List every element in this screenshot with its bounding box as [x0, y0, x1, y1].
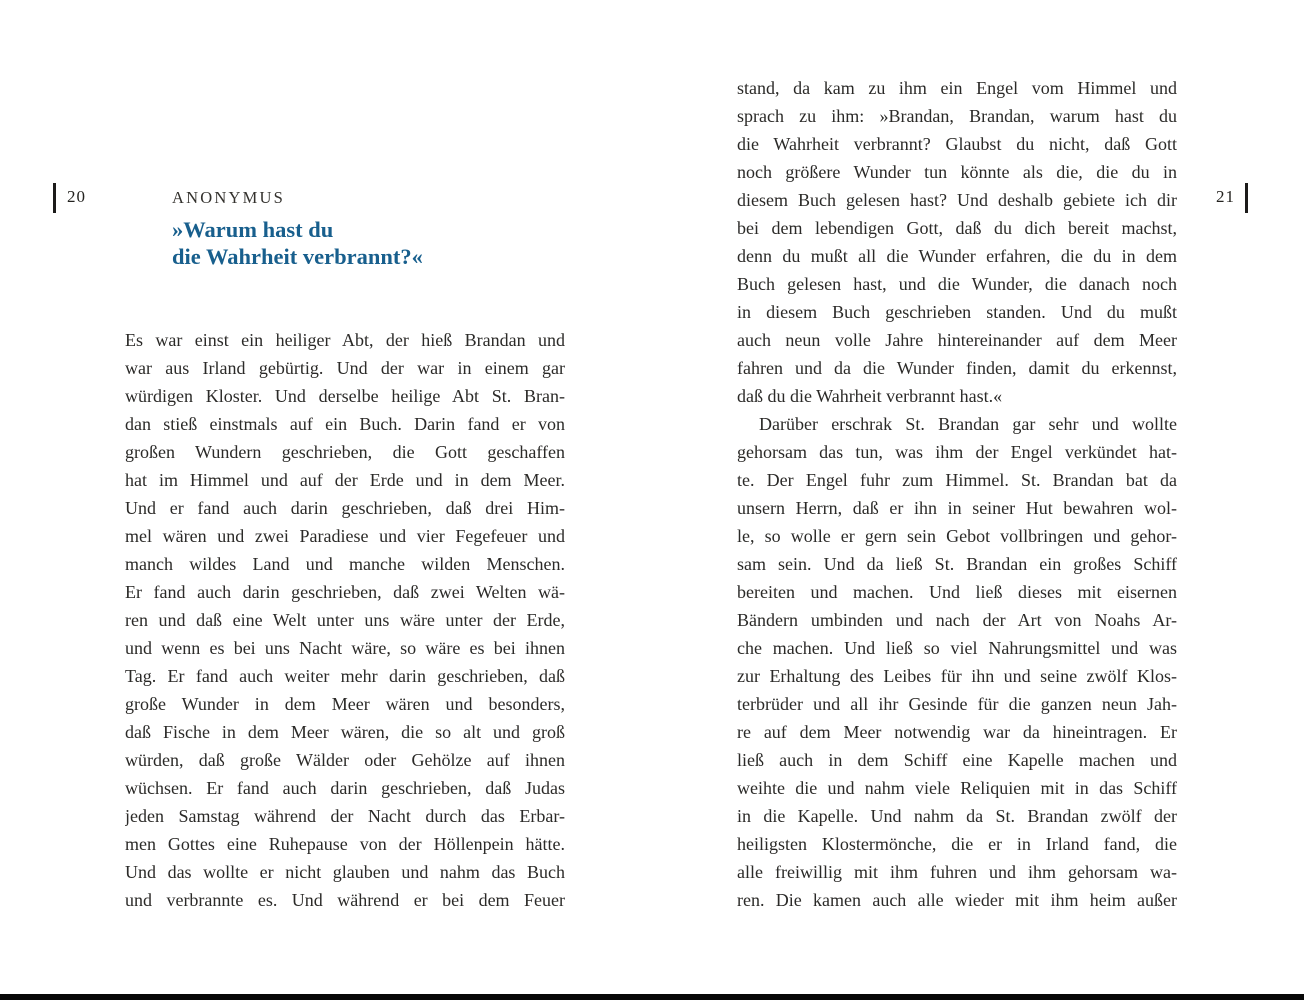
text-line: jeden Samstag während der Nacht durch das Erbar- — [125, 806, 565, 826]
text-line: denn du mußt all die Wunder erfahren, die du in dem — [737, 246, 1177, 266]
text-line: Bändern umbinden und nach der Art von Noahs Ar- — [737, 610, 1177, 630]
text-line: und wenn es bei uns Nacht wäre, so wäre es bei ihnen — [125, 638, 565, 658]
left-page-number: 20 — [67, 187, 86, 206]
text-line: noch größere Wunder tun könnte als die, die du in — [737, 162, 1177, 182]
text-line: daß du die Wahrheit verbrannt hast.« — [737, 386, 1003, 406]
text-line: diesem Buch gelesen hast? Und deshalb gebiete ich dir — [737, 190, 1177, 210]
right-page-body — [737, 74, 1177, 914]
text-line: die Wahrheit verbrannt? Glaubst du nicht, daß Gott — [737, 134, 1177, 154]
text-line: heiligsten Klostermönche, die er in Irland fand, die — [737, 834, 1177, 854]
text-line: Es war einst ein heiliger Abt, der hieß Brandan und — [125, 330, 565, 350]
text-line: würdigen Kloster. Und derselbe heilige Abt St. Bran- — [125, 386, 565, 406]
text-line: ren. Die kamen auch alle wieder mit ihm heim außer — [737, 890, 1177, 910]
text-line: wüchsen. Er fand auch darin geschrieben, daß Judas — [125, 778, 565, 798]
text-line: gehorsam das tun, was ihm der Engel verkündet hat- — [737, 442, 1177, 462]
text-line: Er fand auch darin geschrieben, daß zwei Welten wä- — [125, 582, 565, 602]
text-line: war aus Irland gebürtig. Und der war in einem gar — [125, 358, 565, 378]
text-line: fahren und da die Wunder finden, damit du erkennst, — [737, 358, 1177, 378]
text-line: stand, da kam zu ihm ein Engel vom Himmel und — [737, 78, 1177, 98]
text-line: re auf dem Meer notwendig war da hineintragen. Er — [737, 722, 1177, 742]
text-line: ließ auch in dem Schiff eine Kapelle machen und — [737, 750, 1177, 770]
text-line: sprach zu ihm: »Brandan, Brandan, warum hast du — [737, 106, 1177, 126]
text-line: ren und daß eine Welt unter uns wäre unter der Erde, — [125, 610, 565, 630]
bottom-scan-edge — [0, 994, 1304, 1000]
text-line: in die Kapelle. Und nahm da St. Brandan zwölf der — [737, 806, 1177, 826]
text-line: bereiten und machen. Und ließ dieses mit eisernen — [737, 582, 1177, 602]
chapter-title — [172, 216, 423, 270]
text-line: in diesem Buch geschrieben standen. Und du mußt — [737, 302, 1177, 322]
text-line: hat im Himmel und auf der Erde und in dem Meer. — [125, 470, 565, 490]
text-line: zur Erhaltung des Leibes für ihn und seine zwölf Klos- — [737, 666, 1177, 686]
chapter-title-line1: »Warum hast du — [172, 217, 334, 242]
text-line: Buch gelesen hast, und die Wunder, die danach noch — [737, 274, 1177, 294]
chapter-title-line2: die Wahrheit verbrannt?« — [172, 244, 423, 269]
text-line: che machen. Und ließ so viel Nahrungsmittel und was — [737, 638, 1177, 658]
text-line: auch neun volle Jahre hintereinander auf dem Meer — [737, 330, 1177, 350]
text-line: Und er fand auch darin geschrieben, daß drei Him- — [125, 498, 565, 518]
text-line: weihte die und nahm viele Reliquien mit in das Schiff — [737, 778, 1177, 798]
text-line: te. Der Engel fuhr zum Himmel. St. Brandan bat da — [737, 470, 1177, 490]
text-line: bei dem lebendigen Gott, daß du dich bereit machst, — [737, 218, 1177, 238]
text-line: und verbrannte es. Und während er bei dem Feuer — [125, 890, 565, 910]
text-line: großen Wundern geschrieben, die Gott geschaffen — [125, 442, 565, 462]
right-page-number: 21 — [1216, 187, 1235, 206]
text-line: mel wären und zwei Paradiese und vier Fegefeuer und — [125, 526, 565, 546]
text-line: sam sein. Und da ließ St. Brandan ein großes Schiff — [737, 554, 1177, 574]
author-heading: ANONYMUS — [172, 188, 285, 207]
text-line: große Wunder in dem Meer wären und besonders, — [125, 694, 565, 714]
right-page-tick — [1245, 183, 1248, 213]
left-page-body — [125, 326, 565, 914]
text-line: dan stieß einstmals auf ein Buch. Darin fand er von — [125, 414, 565, 434]
text-line: unsern Herrn, daß er ihn in seiner Hut bewahren wol- — [737, 498, 1177, 518]
text-line: men Gottes eine Ruhepause von der Höllenpein hätte. — [125, 834, 565, 854]
text-line: daß Fische in dem Meer wären, die so alt und groß — [125, 722, 565, 742]
text-line: le, so wolle er gern sein Gebot vollbringen und gehor- — [737, 526, 1177, 546]
text-line: manch wildes Land und manche wilden Menschen. — [125, 554, 565, 574]
text-line: Tag. Er fand auch weiter mehr darin geschrieben, daß — [125, 666, 565, 686]
text-line: terbrüder und all ihr Gesinde für die ganzen neun Jah- — [737, 694, 1177, 714]
text-line: Darüber erschrak St. Brandan gar sehr und wollte — [759, 414, 1177, 434]
text-line: alle freiwillig mit ihm fuhren und ihm gehorsam wa- — [737, 862, 1177, 882]
text-line: Und das wollte er nicht glauben und nahm das Buch — [125, 862, 565, 882]
left-page-tick — [53, 183, 56, 213]
text-line: würden, daß große Wälder oder Gehölze auf ihnen — [125, 750, 565, 770]
